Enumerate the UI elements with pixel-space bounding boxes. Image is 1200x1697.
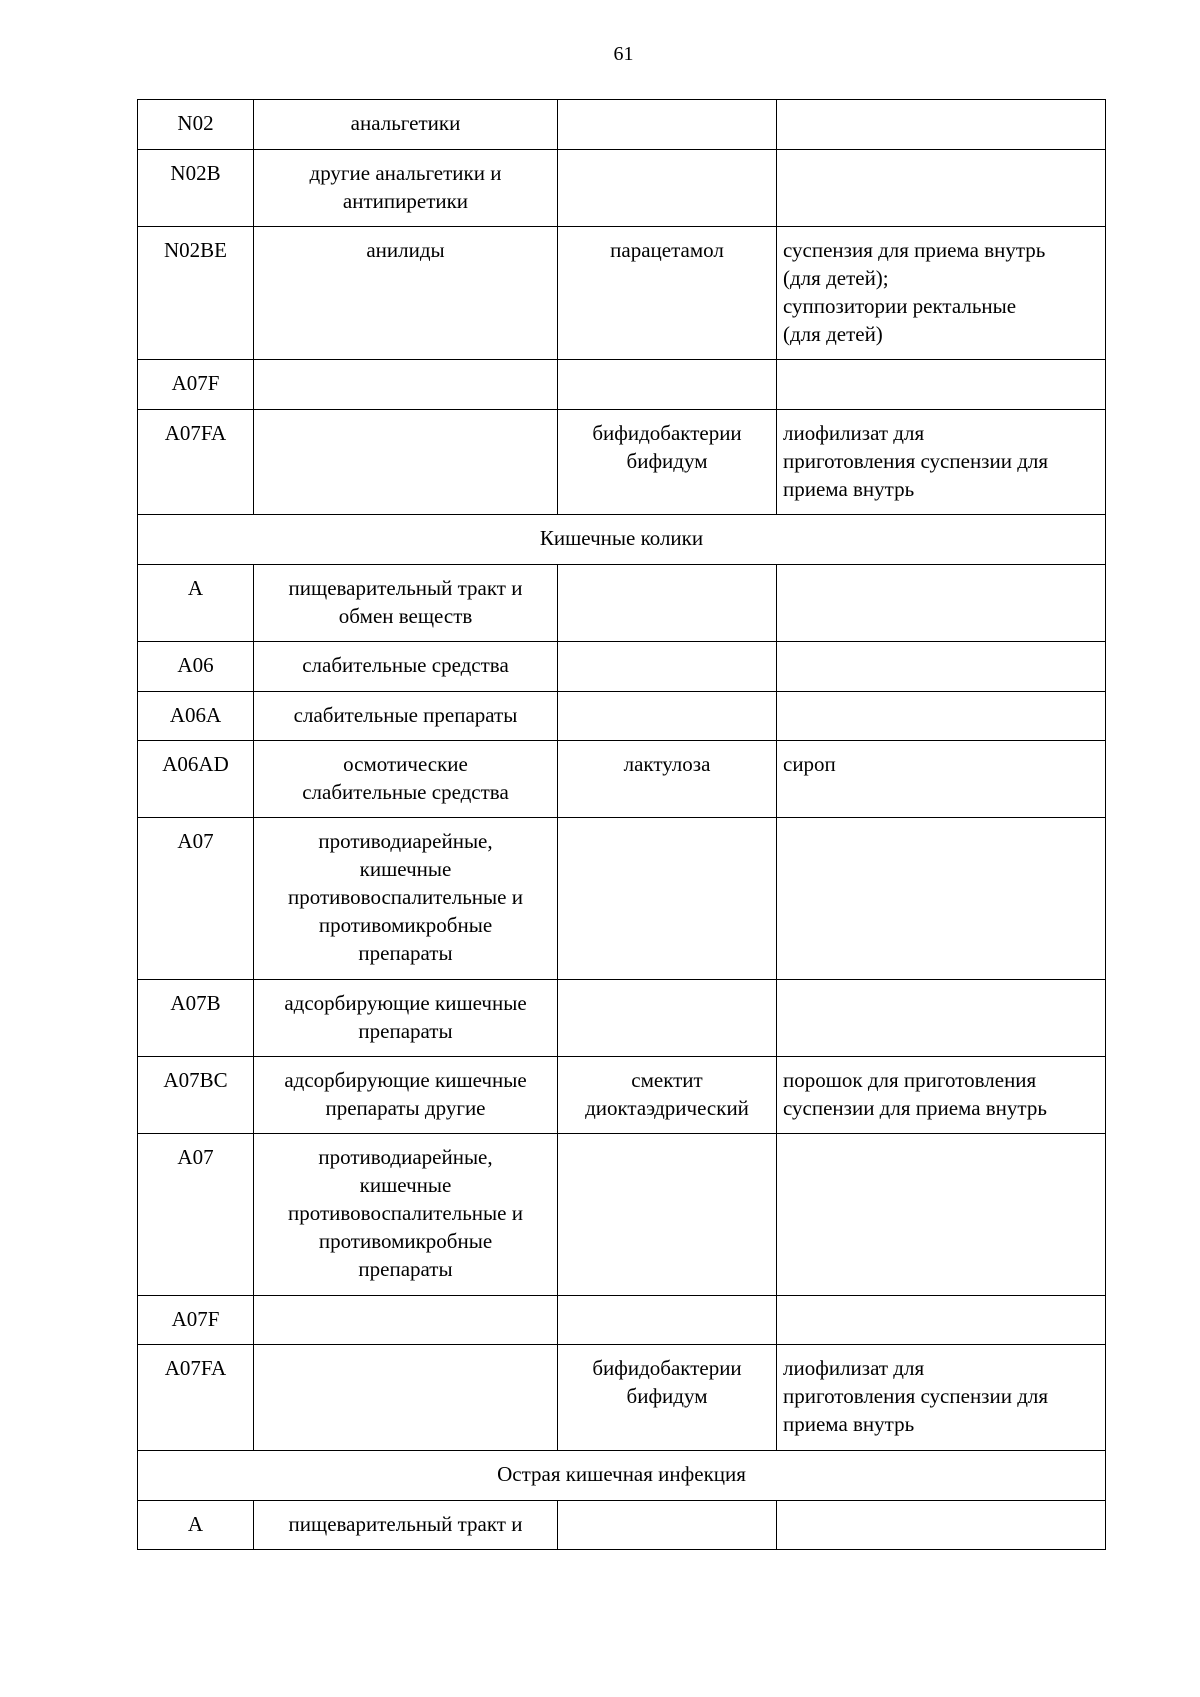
table-row	[138, 1057, 1106, 1134]
group-name-cell	[254, 150, 558, 227]
group-name-cell-line: анилиды	[366, 238, 445, 262]
drug-name-cell	[558, 1345, 777, 1451]
drug-name-cell-line: парацетамол	[610, 238, 724, 262]
group-name-cell	[254, 1501, 558, 1550]
drug-name-cell-line: бифидобактерии	[592, 1356, 742, 1380]
drug-name-cell-line: бифидобактерии	[592, 421, 742, 445]
atc-code-cell: A07FA	[138, 410, 254, 515]
dosage-form-cell	[777, 100, 1106, 150]
group-name-cell	[254, 642, 558, 692]
drug-name-cell	[558, 360, 777, 410]
group-name-cell-line: другие анальгетики и	[309, 161, 502, 185]
group-name-cell-line: анальгетики	[350, 111, 461, 135]
group-name-cell-line: противовоспалительные и	[288, 885, 523, 909]
group-name-cell-line: препараты другие	[325, 1096, 486, 1120]
table-row	[138, 227, 1106, 360]
drug-name-cell	[558, 980, 777, 1057]
table-row	[138, 410, 1106, 515]
drug-name-cell	[558, 1134, 777, 1296]
table-row	[138, 980, 1106, 1057]
table-row	[138, 1501, 1106, 1550]
group-name-cell	[254, 100, 558, 150]
atc-code-cell: N02BE	[138, 227, 254, 360]
drug-name-cell	[558, 150, 777, 227]
dosage-form-cell	[777, 642, 1106, 692]
dosage-form-cell	[777, 692, 1106, 741]
dosage-form-cell	[777, 818, 1106, 980]
dosage-form-cell	[777, 1345, 1106, 1451]
atc-code-cell: A07F	[138, 1296, 254, 1345]
table-body	[138, 100, 1106, 1550]
dosage-form-cell-line: суспензии для приема внутрь	[783, 1096, 1047, 1120]
dosage-form-cell-line: (для детей)	[783, 322, 883, 346]
atc-code-cell: N02	[138, 100, 254, 150]
dosage-form-cell	[777, 410, 1106, 515]
section-title: Острая кишечная инфекция	[138, 1451, 1106, 1501]
group-name-cell-line: адсорбирующие кишечные	[284, 991, 527, 1015]
atc-code-cell: A06	[138, 642, 254, 692]
table-row	[138, 1134, 1106, 1296]
drug-name-cell	[558, 818, 777, 980]
dosage-form-cell	[777, 1296, 1106, 1345]
group-name-cell-line: противомикробные	[318, 913, 493, 937]
drug-name-cell	[558, 410, 777, 515]
dosage-form-cell-line: суспензия для приема внутрь	[783, 238, 1046, 262]
atc-code-cell: A	[138, 1501, 254, 1550]
group-name-cell-line: осмотические	[343, 752, 468, 776]
group-name-cell	[254, 692, 558, 741]
section-row	[138, 1451, 1106, 1501]
group-name-cell	[254, 227, 558, 360]
group-name-cell	[254, 1296, 558, 1345]
dosage-form-cell-line: приема внутрь	[783, 477, 915, 501]
atc-code-cell: A07FA	[138, 1345, 254, 1451]
group-name-cell-line: препараты	[358, 1019, 453, 1043]
drug-name-cell-line: бифидум	[626, 449, 708, 473]
table-row	[138, 360, 1106, 410]
drug-name-cell	[558, 1057, 777, 1134]
section-title: Кишечные колики	[138, 515, 1106, 565]
atc-code-cell: A07BC	[138, 1057, 254, 1134]
table-row	[138, 1296, 1106, 1345]
section-row	[138, 515, 1106, 565]
atc-code-cell: A07F	[138, 360, 254, 410]
drug-name-cell-line: бифидум	[626, 1384, 708, 1408]
group-name-cell	[254, 1057, 558, 1134]
drug-name-cell	[558, 100, 777, 150]
dosage-form-cell-line: (для детей);	[783, 266, 889, 290]
drug-name-cell-line: лактулоза	[623, 752, 711, 776]
drug-name-cell-line: диоктаэдрический	[585, 1096, 749, 1120]
dosage-form-cell	[777, 565, 1106, 642]
table-row	[138, 692, 1106, 741]
group-name-cell-line: противовоспалительные и	[288, 1201, 523, 1225]
group-name-cell	[254, 565, 558, 642]
dosage-form-cell-line: порошок для приготовления	[783, 1068, 1037, 1092]
dosage-form-cell	[777, 980, 1106, 1057]
dosage-form-cell-line: суппозитории ректальные	[783, 294, 1017, 318]
group-name-cell-line: препараты	[358, 1257, 453, 1281]
group-name-cell-line: слабительные средства	[302, 780, 509, 804]
group-name-cell-line: адсорбирующие кишечные	[284, 1068, 527, 1092]
table-row	[138, 741, 1106, 818]
table-row	[138, 565, 1106, 642]
group-name-cell	[254, 1345, 558, 1451]
atc-code-cell: A07	[138, 1134, 254, 1296]
group-name-cell	[254, 818, 558, 980]
table-row	[138, 642, 1106, 692]
dosage-form-cell	[777, 741, 1106, 818]
drug-name-cell	[558, 741, 777, 818]
group-name-cell-line: противодиарейные,	[318, 1145, 493, 1169]
group-name-cell-line: слабительные препараты	[293, 703, 518, 727]
drug-name-cell	[558, 1501, 777, 1550]
atc-code-cell: A07	[138, 818, 254, 980]
atc-code-cell: A06A	[138, 692, 254, 741]
group-name-cell-line: противодиарейные,	[318, 829, 493, 853]
atc-code-cell: A07B	[138, 980, 254, 1057]
group-name-cell-line: кишечные	[359, 857, 452, 881]
group-name-cell-line: кишечные	[359, 1173, 452, 1197]
dosage-form-cell	[777, 360, 1106, 410]
group-name-cell-line: пищеварительный тракт и	[288, 576, 523, 600]
group-name-cell-line: пищеварительный тракт и	[288, 1512, 523, 1536]
drug-name-cell	[558, 1296, 777, 1345]
dosage-form-cell-line: лиофилизат для	[783, 421, 925, 445]
atc-code-cell: A06AD	[138, 741, 254, 818]
group-name-cell	[254, 360, 558, 410]
table-row	[138, 818, 1106, 980]
dosage-form-cell-line: приготовления суспензии для	[783, 1384, 1049, 1408]
dosage-form-cell-line: сироп	[783, 752, 836, 776]
dosage-form-cell	[777, 227, 1106, 360]
group-name-cell	[254, 1134, 558, 1296]
group-name-cell-line: противомикробные	[318, 1229, 493, 1253]
table-row	[138, 150, 1106, 227]
drug-name-cell-line: смектит	[631, 1068, 703, 1092]
drug-name-cell	[558, 227, 777, 360]
drug-table	[137, 99, 1106, 1550]
atc-code-cell: A	[138, 565, 254, 642]
drug-name-cell	[558, 565, 777, 642]
dosage-form-cell	[777, 1134, 1106, 1296]
group-name-cell-line: антипиретики	[342, 189, 469, 213]
group-name-cell	[254, 980, 558, 1057]
group-name-cell-line: слабительные средства	[302, 653, 509, 677]
page-number: 61	[613, 43, 634, 65]
dosage-form-cell	[777, 1057, 1106, 1134]
group-name-cell-line: препараты	[358, 941, 453, 965]
dosage-form-cell-line: приема внутрь	[783, 1412, 915, 1436]
group-name-cell-line: обмен веществ	[338, 604, 473, 628]
group-name-cell	[254, 741, 558, 818]
table-row	[138, 100, 1106, 150]
dosage-form-cell-line: приготовления суспензии для	[783, 449, 1049, 473]
dosage-form-cell-line: лиофилизат для	[783, 1356, 925, 1380]
dosage-form-cell	[777, 150, 1106, 227]
table-row	[138, 1345, 1106, 1451]
atc-code-cell: N02B	[138, 150, 254, 227]
drug-name-cell	[558, 642, 777, 692]
group-name-cell	[254, 410, 558, 515]
dosage-form-cell	[777, 1501, 1106, 1550]
drug-name-cell	[558, 692, 777, 741]
